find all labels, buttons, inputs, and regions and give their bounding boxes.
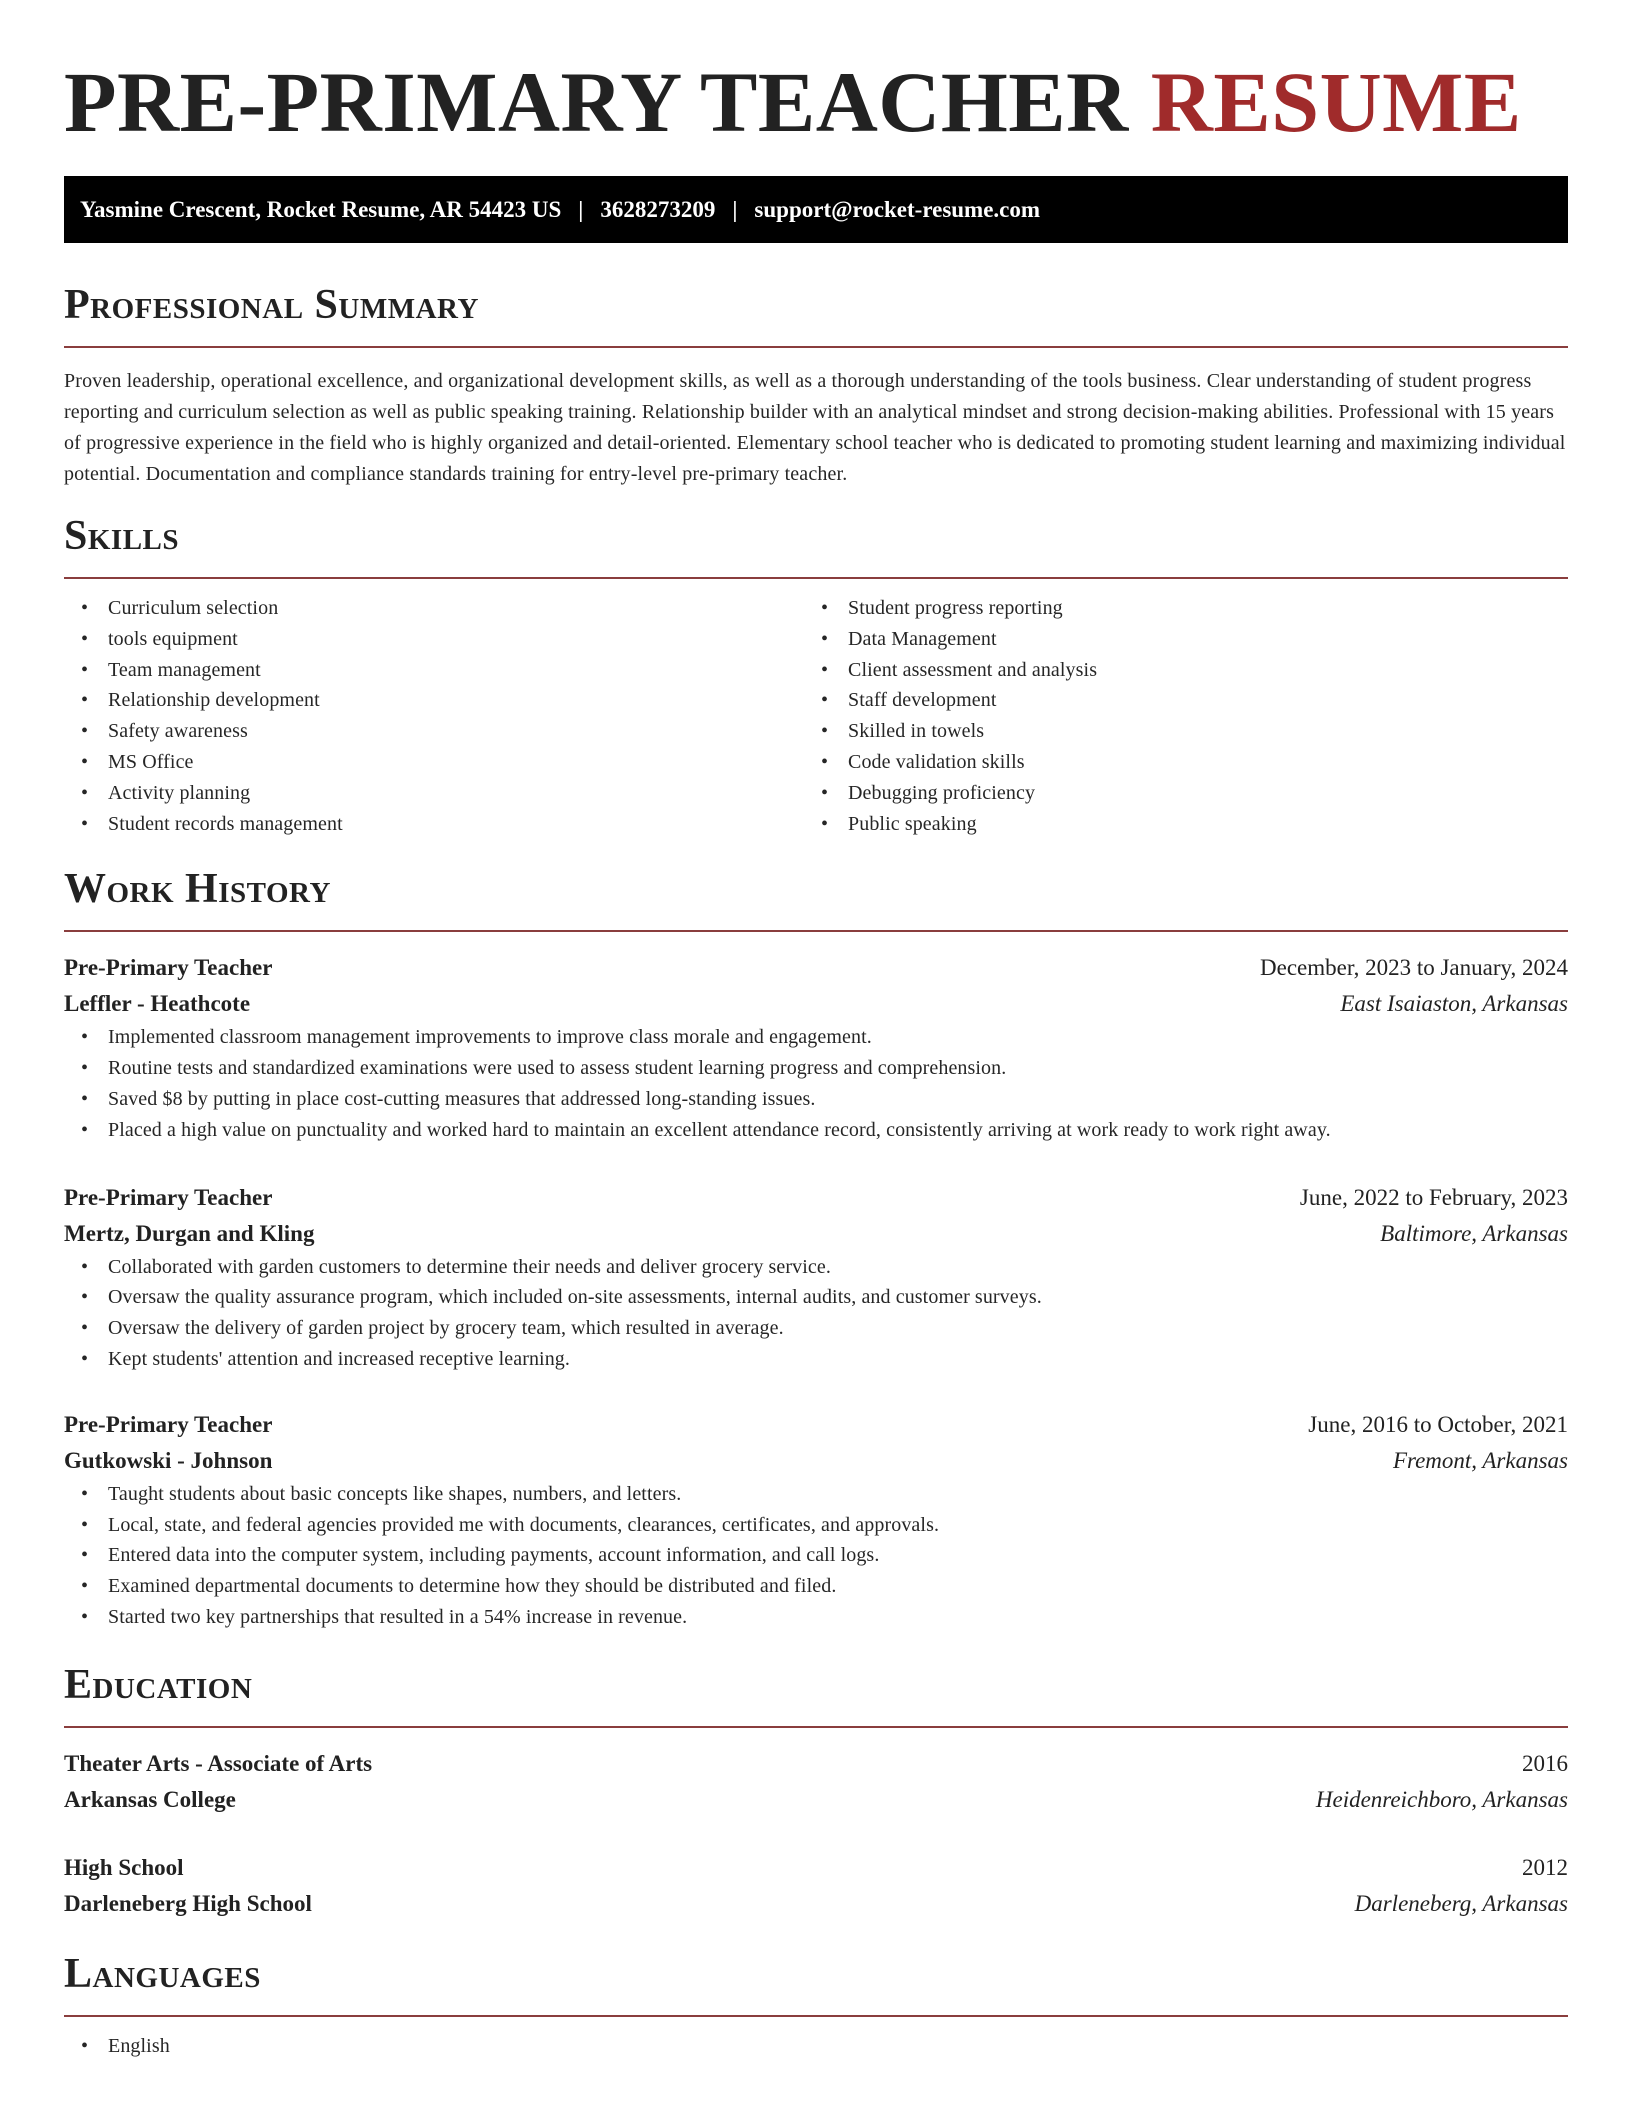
job-bullet: • Started two key partnerships that resulted in a 54% increase in revenue. [64,1602,1568,1633]
job-bullet: • Kept students' attention and increased receptive learning. [64,1344,1568,1375]
education-section [64,1657,1568,1922]
job-bullets [64,1252,1568,1375]
job-bullets [64,1479,1568,1633]
skill-item: • Team management [64,655,804,686]
skill-item: • Student progress reporting [804,593,1544,624]
job-bullet: • Collaborated with garden customers to determine their needs and deliver grocery service. [64,1252,1568,1283]
education-school: Darleneberg High School [64,1890,312,1916]
job-entry [64,1180,1568,1375]
job-company: Mertz, Durgan and Kling [64,1220,315,1246]
contact-email[interactable]: support@rocket-resume.com [754,196,1041,222]
job-company: Gutkowski - Johnson [64,1447,273,1473]
skill-item: • MS Office [64,747,804,778]
job-location: Baltimore, Arkansas [1380,1220,1568,1246]
job-title-row [64,1407,1568,1443]
job-title-row [64,950,1568,986]
skill-item: • Activity planning [64,778,804,809]
job-dates: June, 2016 to October, 2021 [1308,1411,1568,1437]
skill-item: • Debugging proficiency [804,778,1544,809]
section-divider [64,1726,1568,1728]
education-heading: Education [64,1661,253,1708]
job-title: Pre-Primary Teacher [64,955,273,981]
job-title-row [64,1180,1568,1216]
job-bullets [64,1022,1568,1145]
work-history-section [64,861,1568,1632]
job-company-row [64,1216,1568,1252]
skill-item: • Curriculum selection [64,593,804,624]
section-divider [64,930,1568,932]
education-location: Heidenreichboro, Arkansas [1315,1786,1568,1812]
job-title: Pre-Primary Teacher [64,1411,273,1437]
skills-list-left [64,593,804,839]
skill-item: • Public speaking [804,809,1544,840]
job-bullet: • Examined departmental documents to determine how they should be distributed and filed. [64,1571,1568,1602]
section-divider [64,577,1568,579]
job-bullet: • Entered data into the computer system, including payments, account information, and call logs. [64,1540,1568,1571]
section-divider [64,346,1568,348]
skill-item: • Safety awareness [64,716,804,747]
job-dates: December, 2023 to January, 2024 [1260,955,1568,981]
contact-address: Yasmine Crescent, Rocket Resume, AR 54423 US [80,196,562,222]
skills-columns [64,593,1568,839]
job-location: Fremont, Arkansas [1392,1447,1568,1473]
education-degree: High School [64,1854,184,1880]
languages-section [64,1946,1568,2062]
skills-list-right [804,593,1544,839]
skill-item: • tools equipment [64,624,804,655]
job-entry [64,1407,1568,1633]
summary-heading: Professional Summary [64,282,479,328]
skill-item: • Client assessment and analysis [804,655,1544,686]
job-company-row [64,1443,1568,1479]
summary-text: Proven leadership, operational excellence, and organizational development skills, as well as a thorough understanding of the tools business. Clear understanding of student progress reporting and curriculum selection as well as public speaking training. Relationship builder with an analytical mindset and strong decision-making abilities. Professional with 15 years of progressive experience in the field who is highly organized and detail-oriented. Elementary school teacher who is dedicated to promoting student learning and maximizing individual potential. Documentation and compliance standards training for entry-level pre-primary teacher. [64,370,1566,485]
languages-heading: Languages [64,1950,261,1997]
languages-list [64,2031,1568,2062]
summary-section [64,277,1568,490]
education-location: Darleneberg, Arkansas [1354,1890,1568,1916]
contact-phone[interactable]: 3628273209 [600,196,716,222]
job-dates: June, 2022 to February, 2023 [1299,1184,1568,1210]
education-year: 2012 [1522,1854,1568,1880]
title-main: PRE-PRIMARY TEACHER [64,54,1129,150]
job-bullet: • Local, state, and federal agencies provided me with documents, clearances, certificates, and approvals. [64,1510,1568,1541]
job-bullet: • Oversaw the delivery of garden project by grocery team, which resulted in average. [64,1313,1568,1344]
education-degree-row [64,1850,1568,1886]
job-bullet: • Implemented classroom management improvements to improve class morale and engagement. [64,1022,1568,1053]
education-degree: Theater Arts - Associate of Arts [64,1750,373,1776]
education-school-row [64,1782,1568,1818]
section-divider [64,2015,1568,2017]
title-accent: RESUME [1150,54,1522,150]
education-entry [64,1746,1568,1818]
job-company: Leffler - Heathcote [64,991,251,1017]
resume-page [64,0,1568,2062]
job-location: East Isaiaston, Arkansas [1340,991,1568,1017]
skill-item: • Skilled in towels [804,716,1544,747]
skill-item: • Code validation skills [804,747,1544,778]
education-degree-row [64,1746,1568,1782]
job-bullet: • Saved $8 by putting in place cost-cutting measures that addressed long-standing issues. [64,1084,1568,1115]
skills-section [64,508,1568,839]
job-title: Pre-Primary Teacher [64,1184,273,1210]
language-item: • English [64,2031,1568,2062]
job-bullet: • Routine tests and standardized examinations were used to assess student learning progress and comprehension. [64,1053,1568,1084]
skill-item: • Student records management [64,809,804,840]
education-school: Arkansas College [64,1786,236,1812]
job-entry [64,950,1568,1145]
education-school-row [64,1886,1568,1922]
contact-separator: | [578,196,584,222]
contact-separator: | [732,196,738,222]
resume-title [64,52,1568,152]
skill-item: • Data Management [804,624,1544,655]
job-company-row [64,986,1568,1022]
education-entry [64,1850,1568,1922]
education-year: 2016 [1522,1750,1568,1776]
job-bullet: • Oversaw the quality assurance program, which included on-site assessments, internal audits, and customer surveys. [64,1282,1568,1313]
job-bullet: • Taught students about basic concepts like shapes, numbers, and letters. [64,1479,1568,1510]
work-history-heading: Work History [64,866,331,913]
contact-bar [64,176,1568,243]
skill-item: • Relationship development [64,685,804,716]
skill-item: • Staff development [804,685,1544,716]
job-bullet: • Placed a high value on punctuality and worked hard to maintain an excellent attendance record, consistently arriving at work ready to work right away. [64,1115,1568,1146]
skills-heading: Skills [64,513,180,559]
